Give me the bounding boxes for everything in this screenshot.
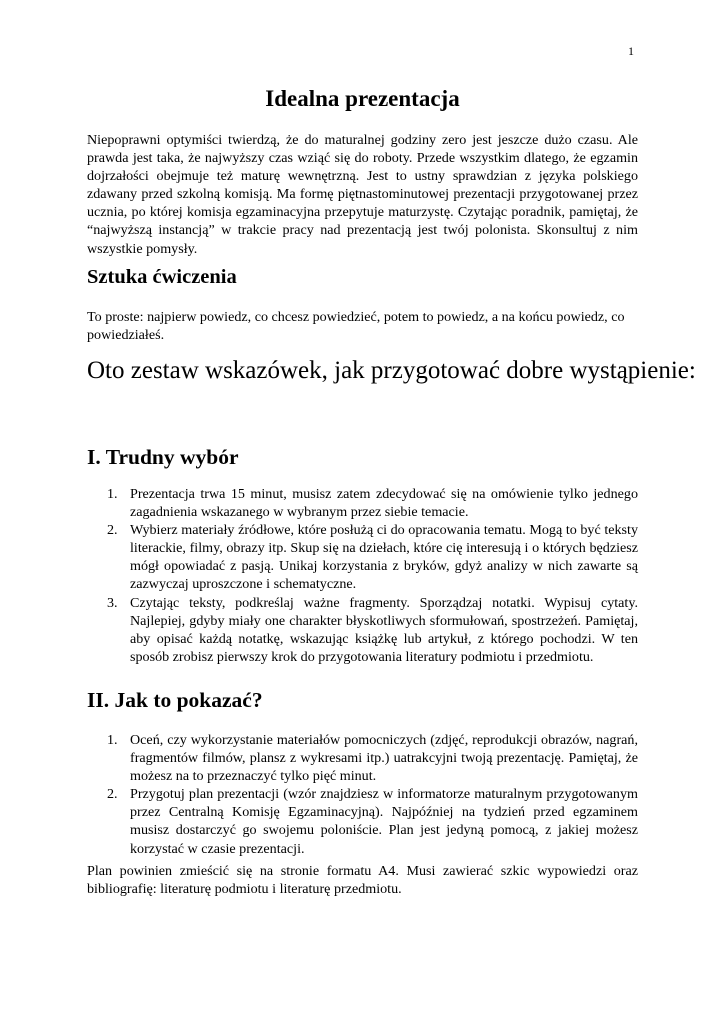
heading-trudny-wybor: I. Trudny wybór xyxy=(87,445,239,469)
list-number: 2. xyxy=(107,786,118,803)
list-item-text: Oceń, czy wykorzystanie materiałów pomocniczych (zdjęć, reprodukcji obrazów, nagrań, fragmentów filmów, plansz z wykresami itp.) uatrakcyjni twoją prezentację. Pamiętaj, że możesz na to przeznaczyć tylko pięć minut. xyxy=(130,732,638,785)
list-item-text: Czytając teksty, podkreślaj ważne fragmenty. Sporządzaj notatki. Wypisuj cytaty. Najlepiej, gdyby miały one charakter błyskotliwych sformułowań, spostrzeżeń. Pamiętaj, aby opisać każdą notatkę, wskazując książkę lub artykuł, z którego pochodzi. W ten sposób zrobisz pierwszy krok do przygotowania literatury podmiotu i przedmiotu. xyxy=(130,594,638,665)
sztuka-paragraph: To proste: najpierw powiedz, co chcesz powiedzieć, potem to powiedz, a na końcu powiedz, co powiedziałeś. xyxy=(87,309,625,344)
page-number: 1 xyxy=(628,44,634,58)
jak-to-pokazac-list xyxy=(107,731,638,858)
list-item xyxy=(107,521,638,593)
list-number: 1. xyxy=(107,732,118,748)
list-item xyxy=(107,785,638,857)
list-number: 1. xyxy=(107,486,118,502)
intro-paragraph: Niepoprawni optymiści twierdzą, że do maturalnej godziny zero jest jeszcze dużo czasu. Ale prawda jest taka, że najwyższy czas wziąć się do roboty. Przede wszystkim dlatego, że egzamin dojrzałości obejmuje też maturę wewnętrzną. Jest to ustny sprawdzian z języka polskiego zdawany przed szkolną komisją. Ma formę piętnastominutowej prezentacji przygotowanej przez ucznia, po której komisja egzaminacyjna przepytuje maturzystę. Czytając poradnik, pamiętaj, że “najwyższą instancją” w trakcie pracy nad prezentacją jest twój polonista. Skonsultuj z nim wszystkie pomysły. xyxy=(87,132,638,257)
list-item xyxy=(107,485,638,521)
trudny-wybor-list xyxy=(107,485,638,666)
list-item xyxy=(107,594,638,666)
tips-heading: Oto zestaw wskazówek, jak przygotować dobre wystąpienie: xyxy=(87,357,696,384)
list-item xyxy=(107,731,638,785)
outro-paragraph: Plan powinien zmieścić się na stronie formatu A4. Musi zawierać szkic wypowiedzi oraz bibliografię: literaturę podmiotu i literaturę przedmiotu. xyxy=(87,863,638,898)
list-number: 3. xyxy=(107,594,118,611)
heading-sztuka-cwiczenia: Sztuka ćwiczenia xyxy=(87,266,237,288)
list-item-text: Prezentacja trwa 15 minut, musisz zatem zdecydować się na omówienie tylko jednego zagadnienia wskazanego w wybranym przez siebie temacie. xyxy=(130,486,638,521)
list-item-text: Wybierz materiały źródłowe, które posłużą ci do opracowania tematu. Mogą to być teksty literackie, filmy, obrazy itp. Skup się na dziełach, które cię interesują i o których będziesz mógł opowiadać z pasją. Unikaj korzystania z bryków, gdyż analizy w nich zawarte są zazwyczaj uproszczone i schematyczne. xyxy=(130,522,638,593)
heading-jak-to-pokazac: II. Jak to pokazać? xyxy=(87,688,263,712)
document-title: Idealna prezentacja xyxy=(265,86,460,111)
list-item-text: Przygotuj plan prezentacji (wzór znajdziesz w informatorze maturalnym przygotowanym przez Centralną Komisję Egzaminacyjną). Najpóźniej na tydzień przed egzaminem musisz dostarczyć go swojemu poloniście. Plan jest jedyną pomocą, z jakiej możesz korzystać w czasie prezentacji. xyxy=(130,786,638,857)
list-number: 2. xyxy=(107,522,118,539)
